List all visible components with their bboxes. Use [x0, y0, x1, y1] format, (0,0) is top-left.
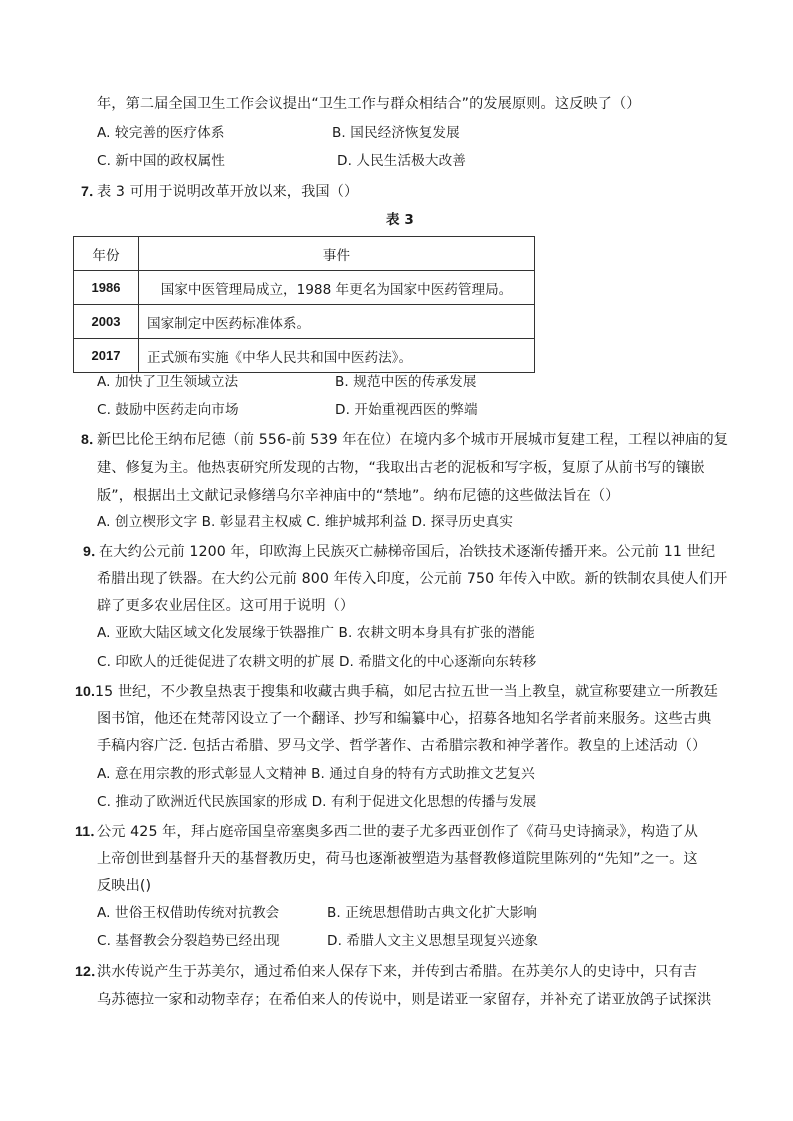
q12-number: 12．: [75, 964, 106, 980]
q7-stem: 表 3 可用于说明改革开放以来，我国（）: [97, 184, 359, 200]
q10-stem-line: 15 世纪，不少教皇热衷于搜集和收藏古典手稿，如尼古拉五世一当上教皇，就宣称要建立一所教廷: [95, 684, 718, 700]
q6-option-a: A. 较完善的医疗体系: [97, 125, 225, 141]
q10-options-line: A. 意在用宗教的形式彰显人文精神 B. 通过自身的特有方式助推文艺复兴: [97, 766, 535, 782]
q11-option-d: D. 希腊人文主义思想呈现复兴迹象: [327, 933, 539, 949]
table-row: [74, 305, 535, 339]
q11-option-b: B. 正统思想借助古典文化扩大影响: [327, 905, 537, 921]
q10-stem-line: 手稿内容广泛. 包括古希腊、罗马文学、哲学著作、古希腊宗教和神学著作。教皇的上述活动（）: [97, 738, 707, 754]
q9-stem-line: 辟了更多农业居住区。这可用于说明（）: [97, 598, 355, 614]
q11-stem-line: 公元 425 年，拜占庭帝国皇帝塞奥多西二世的妻子尤多西亚创作了《荷马史诗摘录》，构造了从: [97, 824, 699, 840]
q8-stem-line: 版”，根据出土文献记录修缮乌尔辛神庙中的“禁地”。纳布尼德的这些做法旨在（）: [97, 488, 620, 504]
q6-stem: 年，第二届全国卫生工作会议提出“卫生工作与群众相结合”的发展原则。这反映了（）: [97, 96, 641, 112]
table-header-year: 年份: [74, 237, 139, 271]
q10-stem-line: 图书馆，他还在梵蒂冈设立了一个翻译、抄写和编纂中心，招募各地知名学者前来服务。这些古典: [97, 711, 712, 727]
q12-stem-line: 乌苏德拉一家和动物幸存；在希伯来人的传说中，则是诺亚一家留存，并补充了诺亚放鸽子试探洪: [97, 992, 712, 1008]
q9-options-line: C. 印欧人的迁徙促进了农耕文明的扩展 D. 希腊文化的中心逐渐向东转移: [97, 654, 537, 670]
table-row: [74, 271, 535, 305]
q7-number: 7．: [81, 184, 104, 200]
q9-options-line: A. 亚欧大陆区域文化发展缘于铁器推广 B. 农耕文明本身具有扩张的潜能: [97, 625, 535, 641]
q6-option-c: C. 新中国的政权属性: [97, 153, 225, 169]
q7-option-c: C. 鼓励中医药走向市场: [97, 402, 239, 418]
q9-stem-line: 在大约公元前 1200 年，印欧海上民族灭亡赫梯帝国后，冶铁技术逐渐传播开来。公元前 11 世纪: [99, 544, 716, 560]
table-cell-event: 国家制定中医药标准体系。: [139, 305, 535, 339]
q7-option-a: A. 加快了卫生领域立法: [97, 374, 239, 390]
q7-option-b: B. 规范中医的传承发展: [335, 374, 477, 390]
q11-option-a: A. 世俗王权借助传统对抗教会: [97, 905, 280, 921]
q8-stem-line: 建、修复为主。他热衷研究所发现的古物，“我取出古老的泥板和写字板，复原了从前书写的镶嵌: [97, 460, 705, 476]
table-cell-year: 2003: [74, 305, 139, 339]
q6-option-d: D. 人民生活极大改善: [337, 153, 466, 169]
table-cell-event: 正式颁布实施《中华人民共和国中医药法》。: [139, 339, 535, 373]
q10-options-line: C. 推动了欧洲近代民族国家的形成 D. 有利于促进文化思想的传播与发展: [97, 794, 537, 810]
q7-option-d: D. 开始重视西医的弊端: [335, 402, 478, 418]
q11-stem-line: 上帝创世到基督升天的基督教历史，荷马也逐渐被塑造为基督教修道院里陈列的“先知”之一。这: [97, 851, 698, 867]
q12-stem-line: 洪水传说产生于苏美尔，通过希伯来人保存下来，并传到古希腊。在苏美尔人的史诗中，只有吉: [97, 964, 698, 980]
table-cell-year: 2017: [74, 339, 139, 373]
table-header-row: [74, 237, 535, 271]
table-cell-year: 1986: [74, 271, 139, 305]
table-row: [74, 339, 535, 373]
q11-option-c: C. 基督教会分裂趋势已经出现: [97, 933, 280, 949]
q8-stem-line: 新巴比伦王纳布尼德（前 556-前 539 年在位）在境内多个城市开展城市复建工程，工程以神庙的复: [97, 432, 729, 448]
q6-option-b: B. 国民经济恢复发展: [332, 125, 460, 141]
q11-stem-line: 反映出(): [97, 878, 152, 894]
q10-number: 10.: [75, 684, 96, 700]
table-cell-event: 国家中医管理局成立，1988 年更名为国家中医药管理局。: [139, 271, 535, 305]
table-header-event: 事件: [139, 237, 535, 271]
table-caption: 表 3: [386, 212, 414, 228]
q9-stem-line: 希腊出现了铁器。在大约公元前 800 年传入印度，公元前 750 年传入中欧。新的铁制农具使人们开: [97, 571, 728, 587]
q9-number: 9．: [83, 544, 106, 560]
q8-number: 8．: [81, 432, 104, 448]
q11-number: 11．: [75, 824, 105, 840]
events-table: [73, 236, 535, 373]
q8-options: A. 创立楔形文字 B. 彰显君主权威 C. 维护城邦利益 D. 探寻历史真实: [97, 514, 514, 530]
